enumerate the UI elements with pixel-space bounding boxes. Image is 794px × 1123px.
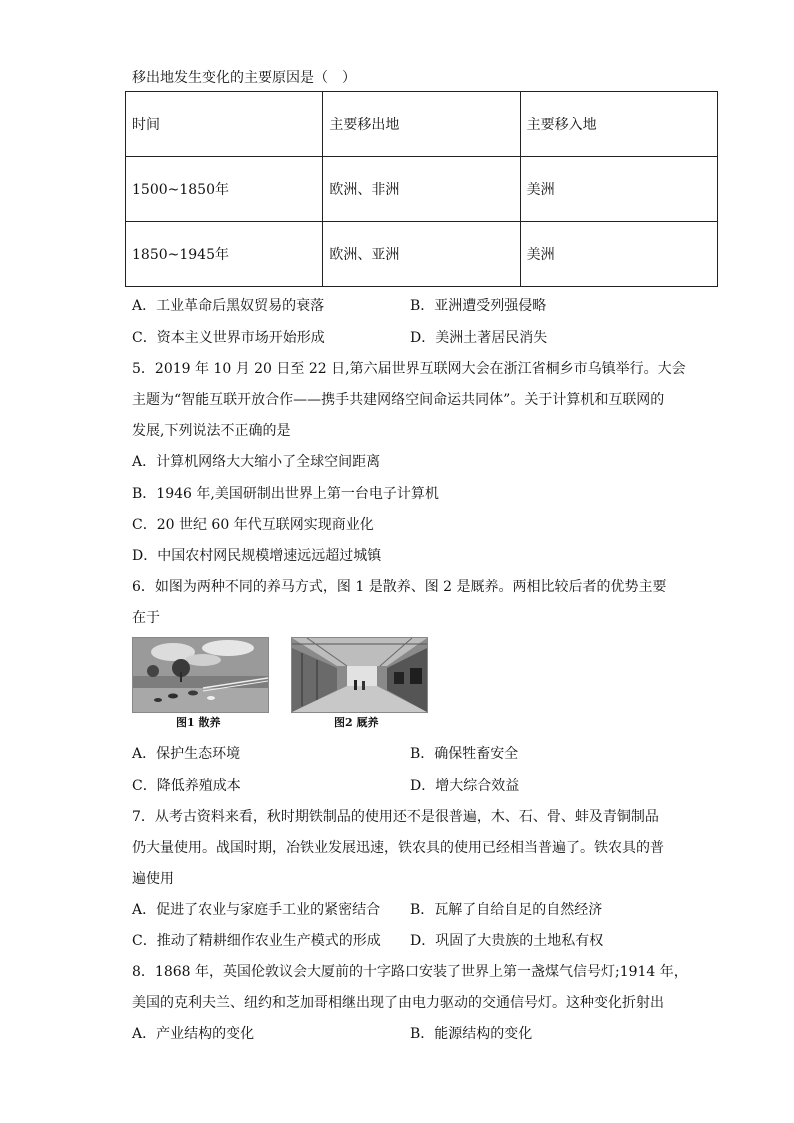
q5-option-a: A．计算机网络大大缩小了全球空间距离 (132, 454, 381, 470)
table-row (126, 222, 718, 287)
q4-option-b: B．亚洲遭受列强侵略 (410, 298, 547, 314)
q6-stem-line1: 6．如图为两种不同的养马方式，图 1 是散养、图 2 是厩养。两相比较后者的优势主要 (132, 579, 667, 595)
q7-option-a: A．促进了农业与家庭手工业的紧密结合 (132, 902, 381, 918)
table-cell: 美洲 (520, 157, 717, 222)
q6-option-a: A．保护生态环境 (132, 746, 241, 762)
table-header-cell: 主要移出地 (323, 92, 520, 157)
q5-stem-line3: 发展,下列说法不正确的是 (132, 423, 291, 439)
q5-stem-line2: 主题为“智能互联开放合作——携手共建网络空间命运共同体”。关于计算机和互联网的 (132, 392, 665, 408)
q4-stem: 移出地发生变化的主要原因是（ ） (132, 70, 356, 86)
q8-option-a: A．产业结构的变化 (132, 1026, 255, 1042)
q7-stem-line3: 遍使用 (132, 871, 174, 887)
table-header-cell: 主要移入地 (520, 92, 717, 157)
table-cell: 欧洲、非洲 (323, 157, 520, 222)
q5-option-b: B．1946 年,美国研制出世界上第一台电子计算机 (132, 486, 439, 502)
q6-option-c: C．降低养殖成本 (132, 778, 241, 794)
free-range-horses-image (133, 638, 268, 712)
table-row (126, 157, 718, 222)
q7-stem-line1: 7．从考古资料来看，秋时期铁制品的使用还不是很普遍，木、石、骨、蚌及青铜制品 (132, 809, 659, 825)
free-range-horses-photo (132, 637, 269, 713)
q4-option-c: C．资本主义世界市场开始形成 (132, 330, 325, 346)
table-cell: 欧洲、亚洲 (323, 222, 520, 287)
q7-option-c: C．推动了精耕细作农业生产模式的形成 (132, 933, 381, 949)
q4-option-d: D．美洲土著居民消失 (410, 330, 548, 346)
migration-table (125, 91, 718, 287)
q8-option-b: B．能源结构的变化 (410, 1026, 533, 1042)
q8-stem-line2: 美国的克利夫兰、纽约和芝加哥相继出现了由电力驱动的交通信号灯。这种变化折射出 (132, 995, 664, 1011)
q7-option-b: B．瓦解了自给自足的自然经济 (410, 902, 603, 918)
q7-stem-line2: 仍大量使用。战国时期，冶铁业发展迅速，铁农具的使用已经相当普遍了。铁农具的普 (132, 840, 664, 856)
table-header-cell: 时间 (126, 92, 323, 157)
table-cell: 1500~1850年 (126, 157, 323, 222)
photo1-caption: 图1 散养 (176, 716, 221, 729)
q5-option-d: D．中国农村网民规模增速远远超过城镇 (132, 548, 382, 564)
q6-option-d: D．增大综合效益 (410, 778, 520, 794)
q6-option-b: B．确保牲畜安全 (410, 746, 519, 762)
table-row (126, 92, 718, 157)
q7-option-d: D．巩固了大贵族的土地私有权 (410, 933, 604, 949)
table-cell: 1850~1945年 (126, 222, 323, 287)
q5-option-c: C．20 世纪 60 年代互联网实现商业化 (132, 517, 374, 533)
q5-stem-line1: 5．2019 年 10 月 20 日至 22 日,第六届世界互联网大会在浙江省桐乡市乌镇举行。大会 (132, 361, 686, 377)
table-cell: 美洲 (520, 222, 717, 287)
stable-horses-photo (291, 637, 428, 713)
q8-stem-line1: 8．1868 年，英国伦敦议会大厦前的十字路口安装了世界上第一盏煤气信号灯;1914 年， (132, 964, 688, 980)
photo2-caption: 图2 厩养 (334, 716, 379, 729)
stable-horses-image (292, 638, 427, 712)
q4-option-a: A．工业革命后黑奴贸易的衰落 (132, 298, 325, 314)
q6-stem-line2: 在于 (132, 610, 160, 626)
